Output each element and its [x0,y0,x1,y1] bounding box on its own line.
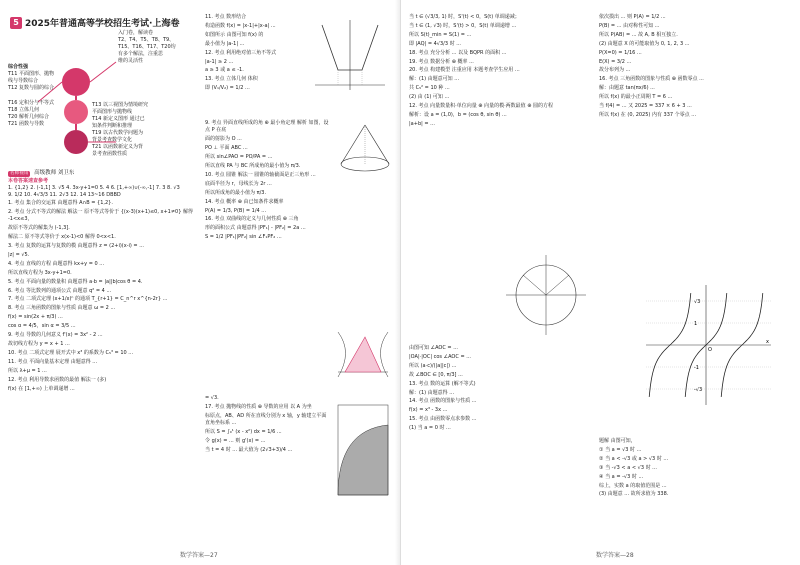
solution-line: 6. 考点 等比数列的通项公式 由题意 q² = 4 ... [8,287,112,294]
topic-line: T12 复数与圆的综合 [8,85,55,91]
solution-line: 所以直线 PA 与 BC 所成角的最小值为 π/3. [205,163,301,170]
solution-line: 10. 考点 二项式定理 展开式中 x³ 的系数为 C₅³ = 10 ... [8,349,134,356]
x-axis-label: x [766,339,769,345]
left-col-1 [8,200,198,394]
solution-line: 17. 考点 抛物线的性质 ⊕ 导数的应用 以 A 为坐 [205,403,312,410]
solution-line: 所以直线方程为 3x-y+1=0. [8,269,72,276]
exam-title [10,16,179,29]
solution-line: 11. 考点 数形结合 [205,14,247,20]
topic-line: 线与导数综合 [8,78,39,84]
solution-line: 9. 考点 导数的几何意义 f'(x) = 3x² - 2 ... [8,332,103,339]
solution-line: (1) 当 a = 0 时 ... [409,425,451,432]
solution-line: 13. 考点 数的运算 (解不等式) [409,380,476,387]
solution-line: 故分布列为 ... [599,67,631,74]
answer-key-row: 1. {1,2} 2. (-1,1] 3. √5 4. 3x-y+1=0 5. 4 6. [1,+∞)∪(-∞,-1] 7. 3 8. √3 [8,185,180,191]
solution-line: 所以 f(x) 的最小正周期 T = 6 ... [599,94,673,101]
solution-line: 13. 考点 立体几何 体积 [205,76,258,83]
solution-line: |a+b| = ... [409,120,435,127]
solution-line: 综上，实数 a 的取值范围是 ... [599,482,667,489]
right-page [400,0,800,565]
solution-line: 3. 考点 复数的运算与复数的模 由题意得 z = (2+i)(x-i) = ... [8,243,144,250]
answer-key [8,178,198,199]
solution-line: 当 f(4) = ... 又 2025 = 337 × 6 + 3 ... [599,103,692,110]
topic-line: T21 以函数新定义为背 [92,144,144,150]
solution-line: 所以所成角的最小值为 π/3. [205,189,267,196]
topic-line: T2、T4、T5、T8、T9、 [118,37,175,43]
solution-line: ① 当 a = √3 时 ... [599,446,642,453]
solution-line: 最小值为 |a-1| ... [205,40,245,47]
solution-line: 解：(1) 由题意得 ... [409,389,455,396]
solution-line: 解：由题意 tan(πx/6) ... [599,85,655,92]
right-col-2 [599,14,794,121]
solution-line: P(X=0) = 1/16 ... [599,49,642,56]
solution-line: 2. 考点 分式不等式的解法 解法一 原不等式等价于 {(x-3)(x+1)≤0, x+1≠0} 解得 -1<x≤3， [8,208,193,223]
map-node-mid [64,100,88,124]
solution-line: a ≥ 3 或 a ≤ -1. [205,67,244,74]
solution-line: 20. 考点 构建模型 注重应用 本题考查学生应用 ... [409,67,520,74]
topic-line: 有多个解法，注重思 [118,51,164,57]
solution-line: 由图可知 ∠AOC = ... [409,345,458,351]
topic-line: T20 解析几何综合 [8,114,50,120]
solution-line: f(x) = x³ - 3x ... [409,407,448,414]
solution-line: (3) 由题意 ... 故所求值为 338. [599,491,669,498]
solution-line: 面的射影为 O ... [205,136,242,143]
solution-line: ② 当 a < -√3 或 a > √3 时 ... [599,455,669,462]
solution-line: |z| = √5. [8,251,30,258]
y-tick-label: √3 [694,299,701,305]
solution-line: 解：(1) 由题意可知 ... [409,76,460,83]
left-col-2b [205,120,333,243]
topic-line: T18 立体几何 [8,107,40,113]
parabola-region-diagram [333,400,393,510]
author-band: 名师视角 [10,171,29,176]
solution-line: 12. 考点 利用绝对值三角不等式 [205,49,277,56]
right-col-1 [409,14,589,130]
solution-line: 所以 S(t)_min = S(1) = ... [409,31,472,38]
solution-line: 故 ∠BOC ∈ [0, π/3] ... [409,371,463,378]
topic-line: T15、T16、T17、T20均 [118,44,176,50]
topics-left [8,64,54,92]
solution-line: 8. 考点 三角函数的图象与性质 由题意 ω = 2 ... [8,305,116,312]
solution-line: f(x) 在 [1,+∞) 上单调递增 ... [8,385,75,392]
solution-line: 底面半径为 r，母线长为 2r ... [205,180,272,187]
topic-line: 背景考查数学文化 [92,137,133,143]
solution-line: 依次摸出 ... 则 P(A) = 1/2 ... [599,14,666,20]
topic-line: T19 以古代数学问题为 [92,130,144,136]
topic-line: T14 新定义图形 通过已 [92,116,145,122]
solution-line: |OA|·|OC| cos ∠AOC = ... [409,353,471,360]
solution-line: 所以 λ+μ = 1 ... [8,367,47,374]
solution-line: 1. 考点 集合的交运算 由题意得 A∩B = {1,2}. [8,200,113,206]
hyperbola-triangle-diagram [333,322,393,382]
topic-line: T11 平面图形、抛物 [8,71,55,77]
solution-line: 即 (V₁/V₂) = 1/2 ... [205,85,250,92]
solution-line: 所以 (a·c)/(|a||c|) ... [409,362,457,369]
topics-right [118,30,176,65]
solution-line: 题解 由图可知， [599,438,636,444]
topics-bottom [92,102,148,158]
solution-line: = √3. [205,395,219,401]
topic-line: T16 定积分与不等式 [8,100,55,106]
solution-line: (2) 由 (1) 可知 ... [409,94,450,101]
solution-line: 即 |AQ| = 4√3/3 时 ... [409,40,461,47]
solution-line: 标原点，AB、AD 所在直线分别为 x 轴，y 轴建立平面直角坐标系 ... [205,412,327,427]
topic-line: 综合性强 [8,64,29,70]
solution-line: 16. 考点 双曲线的定义与几何性质 ⊕ 三角 [205,216,299,223]
map-node-core [62,68,90,96]
solution-line: (2) 由题意 X 的可能取值为 0, 1, 2, 3 ... [599,40,690,47]
solution-line: 7. 考点 二项式定理 (x+1/x)ⁿ 的通项 T_{r+1} = C_n^r x^{n-2r} ... [8,296,168,303]
solution-line: 故切线方程为 y = x + 1 ... [8,341,70,347]
solution-line: ④ 当 a = -√3 时 ... [599,473,644,480]
topic-line: 知条件判断和推理 [92,123,133,129]
solution-line: 所以 f(x) 在 (0, 2025) 内有 337 个零点 ... [599,111,697,118]
topic-line: 景考查函数性质 [92,151,128,157]
solution-line: 16. 考点 三角函数的图象与性质 ⊕ 函数零点 ... [599,76,704,83]
y-tick-label: 1 [694,321,698,327]
solution-line: 令 g(x) = ... 则 g'(x) = ... [205,438,266,445]
solution-line: 构造函数 f(x) = |x-1|+|x-a| ... [205,22,276,29]
solution-line: 如图所示 由图可知 f(x) 的 [205,31,264,38]
exam-number-badge: 5 [10,17,22,29]
answer-key-row: 9. 1/2 10. 4√3/3 11. 2√3 12. 14 13~16 DBBD [8,192,121,198]
solution-line: S = 1/2 |PF₁||PF₂| sin ∠F₁PF₂ ... [205,234,282,241]
solution-line: 解析：设 a = (1,0)，b = (cos θ, sin θ) ... [409,111,507,118]
answer-key-title: 本卷答案速查参考 [8,178,49,184]
solution-line: 18. 考点 充分分析 ... 以及 BQPR 的面积 ... [409,49,507,56]
page-footer-right: 数学答案—28 [596,552,634,559]
function-graph [636,280,776,410]
solution-line: f(x) = sin(2x + π/3) ... [8,314,63,321]
solution-line: P(A) = 1/3, P(B) = 1/4 ... [205,207,267,214]
topic-line: 维的灵活性 [118,58,144,64]
solution-line: 所以 sin∠PAO = PO/PA = ... [205,154,273,161]
topic-line: T13 以三视图为情境研究 [92,102,149,108]
right-col-2b [599,438,794,500]
y-tick-label: -1 [694,365,699,371]
solution-line: 4. 考点 直线的方程 由题意得 kx+y = 0 ... [8,260,105,267]
exam-title-text: 2025年普通高等学校招生考试·上海卷 [25,19,180,29]
solution-line: |a-1| ≥ 2 ... [205,58,234,65]
solution-line: 故原不等式的解集为 (-1,3]. [8,225,70,232]
solution-line: 当 t ∈ (√3/3, 1) 时，S'(t) < 0，S(t) 单调递减； [409,14,520,20]
solution-line: 所以 S = ∫₀¹ (x - x²) dx = 1/6 ... [205,429,282,436]
solution-line: 当 t ∈ (1, √3) 时，S'(t) > 0，S(t) 单调递增 ... [409,22,517,29]
solution-line: 15. 考点 由函数零点求参数 ... [409,416,477,423]
solution-line: 当 t = 4 时 ... 最大值为 (2√3+3)/4 ... [205,446,293,453]
solution-line: 共 C₅² = 10 种 ... [409,85,450,92]
solution-line: 9. 考点 异面直线所成的角 ⊕ 最小角定理 解析 如图，设点 P 在底 [205,120,329,134]
y-tick-label: -√3 [694,387,703,393]
topic-line: 平面图形与抛物线 [92,109,133,115]
solution-line: 14. 考点 函数的图象与性质 ... [409,398,477,405]
author-name: 高级教师 刘卫东 [34,170,75,176]
solution-line: 14. 考点 概率 ⊕ 由已知条件求概率 [205,198,284,205]
solution-line: 形的面积公式 由题意得 |PF₁| - |PF₂| = 2a ... [205,225,306,232]
solution-line: 所以 P(AB) = ... 故 A, B 相互独立. [599,31,678,38]
map-node-bottom [64,130,88,154]
circle-vector-diagram [501,250,591,340]
topics-mid [8,100,54,128]
topic-map [8,30,198,165]
solution-line: 11. 考点 平面向量基本定理 由题意得 ... [8,358,98,365]
solution-line: 19. 考点 数据分析 ⊕ 概率 ... [409,58,474,65]
solution-line: 12. 考点 向量数量积·单位向量 ⊕ 向量的模·两数最值 ⊕ 圆的方程 [409,103,554,110]
abs-value-graph [310,15,390,95]
cone-diagram [335,120,395,180]
left-col-2c [205,395,330,456]
solution-line: 解法二 原不等式等价于 x(x-1)<0 解得 0<x<1. [8,234,116,241]
topic-line: T21 函数与导数 [8,121,45,127]
solution-line: PO ⊥ 平面 ABC ... [205,145,248,152]
solution-line: 12. 考点 利用导数求函数的最值 解法一 (多) [8,376,107,383]
page-footer-left: 数学答案—27 [180,552,218,559]
solution-line: 10. 考点 圆锥 解法一 圆锥的轴截面是正三角形 ... [205,171,316,178]
solution-line: 5. 考点 平面向量的数量积 由题意得 a·b = |a||b|cos θ = 4. [8,278,143,285]
topic-line: 入门卷，解读卷 [118,30,154,36]
solution-line: ③ 当 -√3 < a < √3 时 ... [599,464,657,471]
origin-label: O [708,347,712,353]
right-col-1b [409,345,589,434]
solution-line: E(X) = 3/2 ... [599,58,632,65]
solution-line: P(B) = ... 由对称性可知 ... [599,22,660,29]
solution-line: cos α = 4/5，sin α = 3/5 ... [8,323,76,330]
author-line [8,168,74,177]
